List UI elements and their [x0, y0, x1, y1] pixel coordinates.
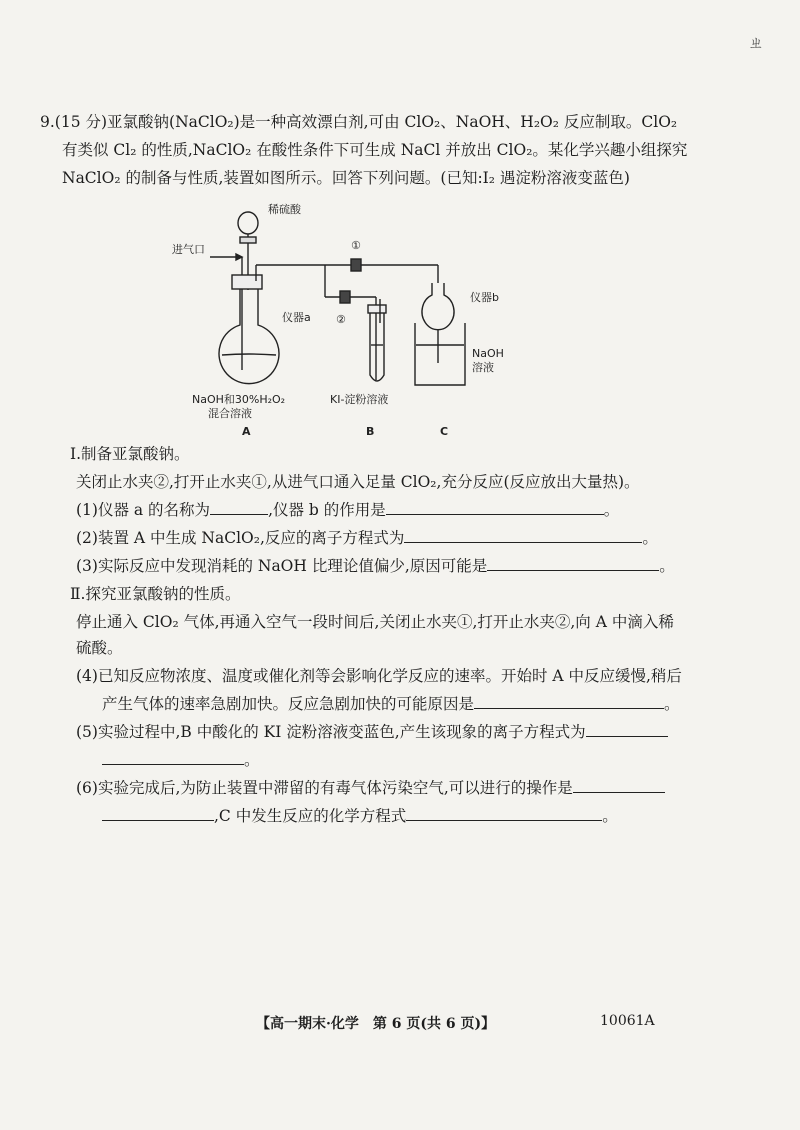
question-number: 9. [40, 113, 55, 131]
clamp-1 [351, 259, 361, 271]
q3-blank[interactable] [487, 553, 659, 571]
part2-instruction-2: 硫酸。 [76, 639, 123, 657]
q4-text: 产生气体的速率急剧加快。反应急剧加快的可能原因是 [102, 695, 475, 713]
q6-mid: ,C 中发生反应的化学方程式 [214, 807, 407, 825]
separatory-funnel [238, 212, 258, 234]
q5-end: 。 [244, 751, 260, 769]
question-score: (15 分) [54, 113, 108, 131]
stopper-a [232, 275, 262, 289]
q6-end: 。 [602, 807, 618, 825]
q6-blank-3[interactable] [406, 803, 602, 821]
part1-instruction: 关闭止水夹②,打开止水夹①,从进气口通入足量 ClO₂,充分反应(反应放出大量热)。 [76, 473, 640, 491]
instrument-b [422, 283, 454, 330]
question-6-line-2 [102, 802, 618, 830]
label-inlet: 进气口 [172, 243, 205, 256]
q6-text: (6)实验完成后,为防止装置中滞留的有毒气体污染空气,可以进行的操作是 [76, 779, 573, 797]
stem-line-1 [40, 108, 687, 136]
label-B: B [366, 425, 375, 438]
q5-blank-2[interactable] [102, 747, 244, 765]
label-A: A [242, 425, 251, 438]
question-5-line-2 [102, 746, 260, 774]
stem-line-2: 有类似 Cl₂ 的性质,NaClO₂ 在酸性条件下可生成 NaCl 并放出 ClO₂。某化学兴趣小组探究 [62, 141, 688, 159]
liquid-level-a [222, 354, 276, 355]
question-3 [76, 552, 675, 580]
label-a-content-1: NaOH和30%H₂O₂ [192, 393, 286, 406]
question-6-line-1 [76, 774, 665, 802]
label-a-content-2: 混合溶液 [208, 407, 252, 420]
footer-page-info: 【高一期末·化学 第 6 页(共 6 页)】 [256, 1016, 496, 1032]
q1-end: 。 [603, 501, 620, 519]
question-stem [40, 108, 687, 192]
funnel-stopcock [240, 237, 256, 243]
q5-text: (5)实验过程中,B 中酸化的 KI 淀粉溶液变蓝色,产生该现象的离子方程式为 [76, 723, 586, 741]
inlet-arrowhead [236, 254, 242, 260]
q6-blank-2[interactable] [102, 803, 214, 821]
q1-text-b: ,仪器 b 的作用是 [268, 501, 386, 519]
stem-line-3: NaClO₂ 的制备与性质,装置如图所示。回答下列问题。(已知:I₂ 遇淀粉溶液变蓝色) [62, 169, 630, 187]
q4-blank[interactable] [474, 691, 664, 709]
question-2 [76, 524, 658, 552]
q4-end: 。 [664, 695, 680, 713]
question-1 [76, 496, 619, 524]
part2-heading: Ⅱ.探究亚氯酸钠的性质。 [70, 585, 241, 603]
question-4-line-1: (4)已知反应物浓度、温度或催化剂等会影响化学反应的速率。开始时 A 中反应缓慢,稍后 [76, 667, 682, 685]
round-flask-a [219, 289, 279, 384]
stem-text-1: 亚氯酸钠(NaClO₂)是一种高效漂白剂,可由 ClO₂、NaOH、H₂O₂ 反应制取。ClO₂ [107, 113, 678, 131]
question-5-line-1 [76, 718, 668, 746]
label-acid: 稀硫酸 [268, 203, 301, 216]
part1-heading: Ⅰ.制备亚氯酸钠。 [70, 445, 190, 463]
footer-code: 10061A [600, 1013, 655, 1029]
test-tube-b [370, 313, 384, 381]
q2-blank[interactable] [404, 525, 642, 543]
label-instrument-b: 仪器b [470, 291, 499, 304]
q3-text: (3)实际反应中发现消耗的 NaOH 比理论值偏少,原因可能是 [76, 557, 488, 575]
label-clamp-2: ② [336, 313, 346, 326]
label-instrument-a: 仪器a [282, 311, 311, 324]
label-solution: 溶液 [472, 361, 494, 374]
stopper-b [368, 305, 386, 313]
q6-blank-1[interactable] [573, 775, 665, 793]
label-naoh: NaOH [472, 347, 504, 360]
q1-blank-2[interactable] [386, 497, 604, 515]
q1-blank-1[interactable] [210, 497, 268, 515]
corner-mark: ㄓ [748, 33, 765, 52]
label-b-content: KI-淀粉溶液 [330, 393, 389, 406]
q1-text-a: (1)仪器 a 的名称为 [76, 501, 211, 519]
apparatus-svg [170, 195, 530, 445]
q2-text: (2)装置 A 中生成 NaClO₂,反应的离子方程式为 [76, 529, 405, 547]
q3-end: 。 [659, 557, 675, 575]
label-C: C [440, 425, 449, 438]
apparatus-diagram [170, 195, 530, 445]
question-4-line-2 [102, 690, 680, 718]
label-clamp-1: ① [351, 239, 361, 252]
q5-blank-1[interactable] [586, 719, 668, 737]
q2-end: 。 [642, 529, 658, 547]
clamp-2 [340, 291, 350, 303]
beaker-c [415, 323, 465, 385]
part2-instruction-1: 停止通入 ClO₂ 气体,再通入空气一段时间后,关闭止水夹①,打开止水夹②,向 A 中滴入稀 [76, 613, 674, 631]
